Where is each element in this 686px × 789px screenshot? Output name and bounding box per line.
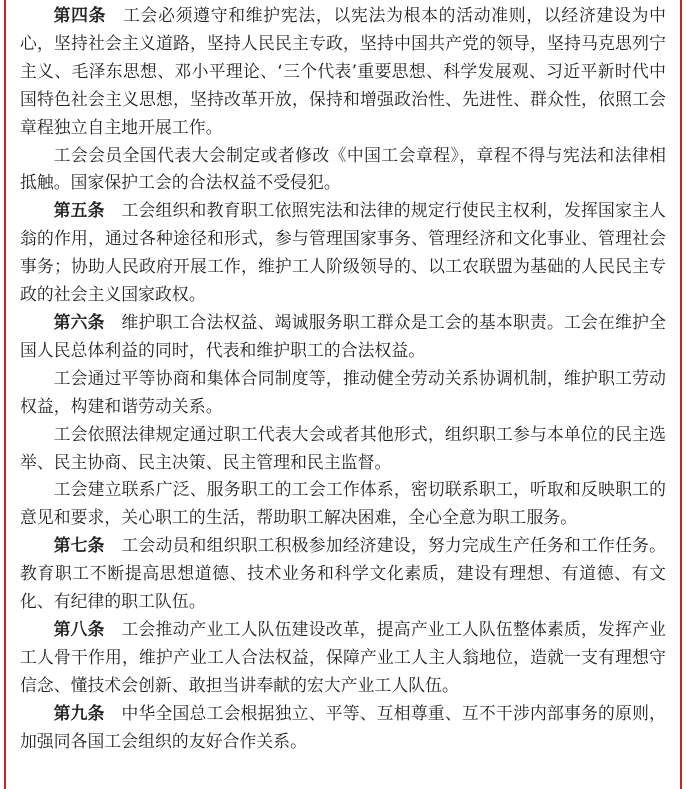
paragraph-article-6-2 <box>20 365 666 421</box>
left-border-line <box>4 0 6 789</box>
law-text-body <box>20 2 666 755</box>
paragraph-text: 工会建立联系广泛、服务职工的工会工作体系，密切联系职工，听取和反映职工的意见和要求，关心职工的生活，帮助职工解决困难，全心全意为职工服务。 <box>20 479 666 528</box>
article-number: 第四条 <box>53 5 107 25</box>
paragraph-text: 工会会员全国代表大会制定或者修改《中国工会章程》，章程不得与宪法和法律相抵触。国家保护工会的合法权益不受侵犯。 <box>20 144 666 193</box>
paragraph-article-8 <box>20 616 666 700</box>
paragraph-text: 维护职工合法权益、竭诚服务职工群众是工会的基本职责。工会在维护全国人民总体利益的同时，代表和维护职工的合法权益。 <box>20 311 667 360</box>
paragraph-text: 中华全国总工会根据独立、平等、互相尊重、互不干涉内部事务的原则，加强同各国工会组织的友好合作关系。 <box>20 702 667 751</box>
right-border-line <box>680 0 682 789</box>
article-number: 第五条 <box>53 200 105 221</box>
article-number: 第九条 <box>53 702 105 723</box>
paragraph-text: 工会推动产业工人队伍建设改革，提高产业工人队伍整体素质，发挥产业工人骨干作用，维护产业工人合法权益，保障产业工人主人翁地位，造就一支有理想守信念、懂技术会创新、敢担当讲奉献的宏大产业工人队伍。 <box>20 618 667 695</box>
paragraph-article-6-4 <box>20 476 666 532</box>
paragraph-article-9 <box>20 700 666 756</box>
paragraph-text: 工会依照法律规定通过职工代表大会或者其他形式，组织职工参与本单位的民主选举、民主协商、民主决策、民主管理和民主监督。 <box>20 423 666 472</box>
paragraph-article-4-2 <box>20 142 666 198</box>
paragraph-article-5 <box>20 197 666 309</box>
paragraph-text: 工会组织和教育职工依照宪法和法律的规定行使民主权利，发挥国家主人翁的作用，通过各种途径和形式，参与管理国家事务、管理经济和文化事业、管理社会事务；协助人民政府开展工作，维护工人阶级领导的、以工农联盟为基础的人民民主专政的社会主义国家政权。 <box>20 200 667 305</box>
article-number: 第六条 <box>53 311 105 332</box>
paragraph-article-7 <box>20 532 666 616</box>
article-number: 第七条 <box>53 535 105 556</box>
paragraph-article-4 <box>20 2 666 142</box>
paragraph-article-6-3 <box>20 421 666 477</box>
paragraph-text: 工会动员和组织职工积极参加经济建设，努力完成生产任务和工作任务。教育职工不断提高思想道德、技术业务和科学文化素质，建设有理想、有道德、有文化、有纪律的职工队伍。 <box>20 535 667 612</box>
article-number: 第八条 <box>53 618 105 639</box>
paragraph-text: 工会通过平等协商和集体合同制度等，推动健全劳动关系协调机制，维护职工劳动权益，构建和谐劳动关系。 <box>20 367 666 416</box>
paragraph-text: 工会必须遵守和维护宪法，以宪法为根本的活动准则，以经济建设为中心，坚持社会主义道路，坚持人民民主专政，坚持中国共产党的领导，坚持马克思列宁主义、毛泽东思想、邓小平理论、‘三个代表’重要思想、科学发展观、习近平新时代中国特色社会主义思想，坚持改革开放，保持和增强政治性、先进性、群众性，依照工会章程独立自主地开展工作。 <box>20 5 666 137</box>
paragraph-article-6 <box>20 309 666 365</box>
